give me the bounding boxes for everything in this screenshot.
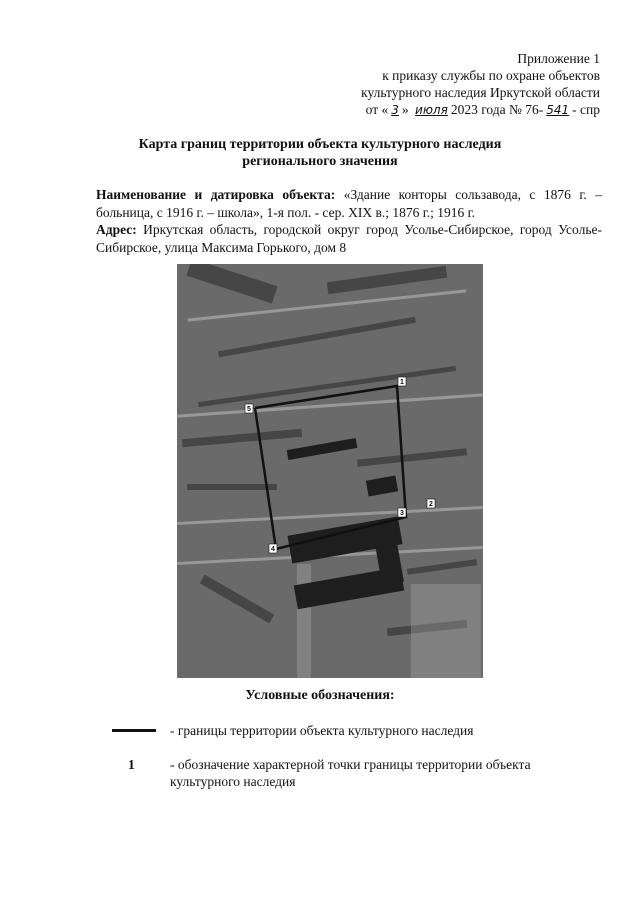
date-suffix: 2023 года № 76-: [450, 102, 544, 117]
legend-title: Условные обозначения:: [245, 688, 395, 703]
handwritten-month: июля: [415, 103, 448, 117]
name-value: «Здание конторы сользавода, с 1876 г. – больница, с 1916 г. – школа», 1-я пол. - сер. XIX в.; 1876 г.; 1916 г.: [96, 187, 602, 220]
annex-line-2: к приказу службы по охране объектов: [382, 68, 600, 83]
svg-text:1: 1: [400, 379, 404, 386]
date-mid: »: [401, 102, 409, 117]
number-suffix: - спр: [572, 102, 600, 117]
handwritten-number: 541: [546, 103, 570, 117]
boundary-point-1: [398, 377, 406, 386]
object-description: [96, 186, 602, 256]
annex-header: [270, 50, 600, 119]
name-label: Наименование и датировка объекта:: [96, 187, 336, 202]
title-line-1: Карта границ территории объекта культурного наследия: [138, 137, 502, 152]
address-value: Иркутская область, городской округ город Усолье-Сибирское, город Усолье-Сибирское, улица Максима Горького, дом 8: [96, 222, 603, 255]
svg-text:3: 3: [400, 510, 404, 517]
svg-text:5: 5: [247, 406, 251, 413]
address-label: Адрес:: [96, 222, 137, 237]
aerial-map-image: [177, 264, 483, 678]
annex-line-3: культурного наследия Иркутской области: [361, 85, 600, 100]
boundary-line-symbol: [112, 729, 156, 732]
document-title: [90, 136, 550, 170]
boundary-point-2: [427, 499, 435, 508]
legend-boundary-text: - границы территории объекта культурного наследия: [170, 723, 474, 738]
point-symbol: 1: [128, 757, 135, 772]
svg-text:4: 4: [271, 546, 275, 553]
handwritten-day: 3: [391, 103, 399, 117]
legend-row-point: [112, 756, 602, 796]
date-prefix: от «: [365, 102, 389, 117]
svg-text:2: 2: [429, 501, 433, 508]
legend-point-text: - обозначение характерной точки границы территории объекта культурного наследия: [170, 757, 531, 789]
boundary-point-5: [245, 404, 253, 413]
boundary-point-4: [269, 544, 277, 553]
title-line-2: регионального значения: [242, 154, 398, 169]
annex-line-1: Приложение 1: [517, 51, 600, 66]
boundary-point-3: [398, 508, 406, 517]
boundary-map: [177, 264, 483, 678]
annex-date-line: [270, 101, 600, 119]
